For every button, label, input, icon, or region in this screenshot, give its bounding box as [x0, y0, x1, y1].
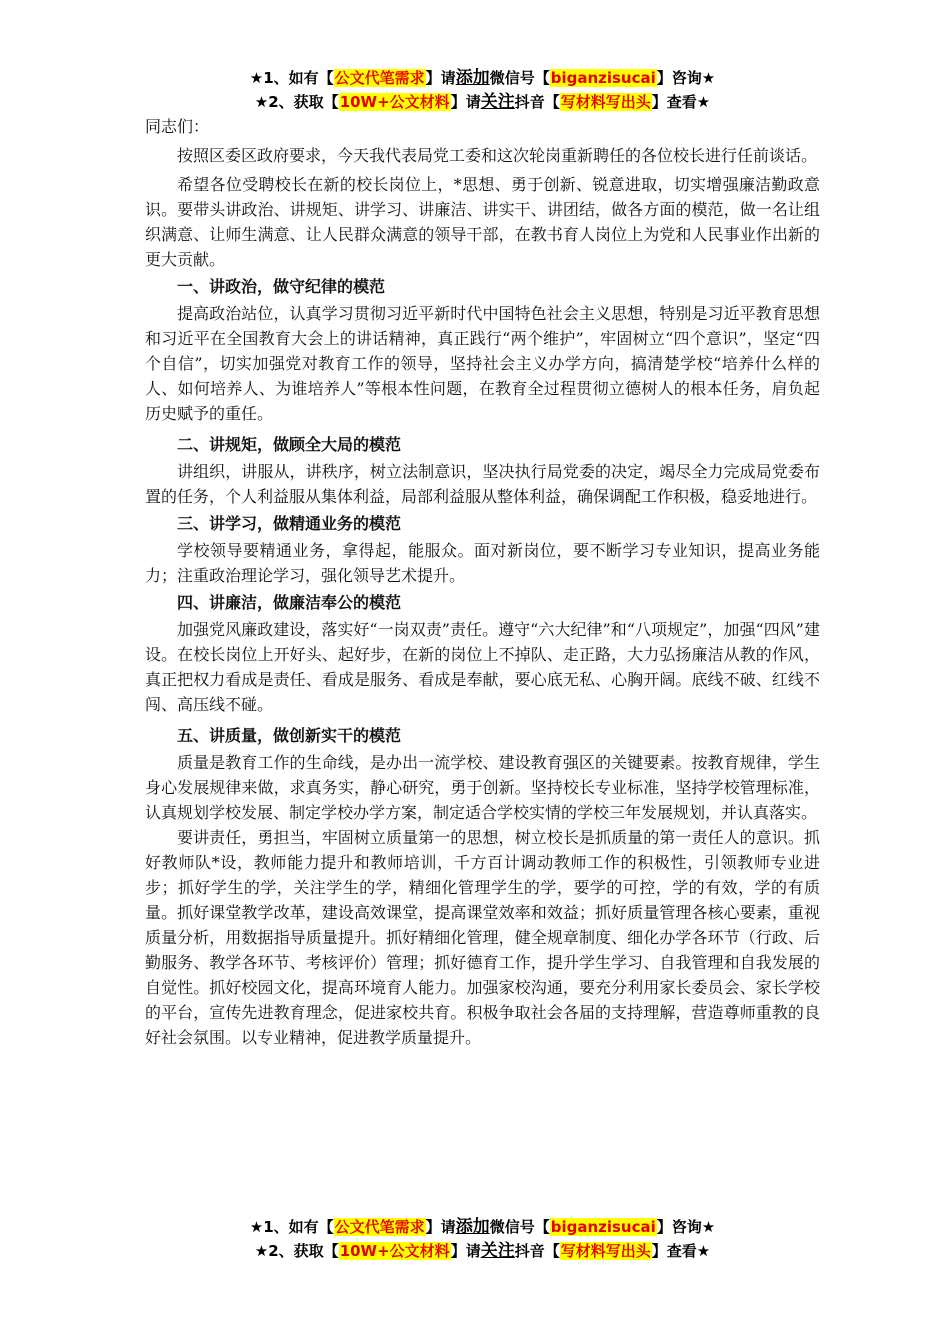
body-paragraph: 质量是教育工作的生命线，是办出一流学校、建设教育强区的关键要素。按教育规律，学生身心发展规律来做，求真务实，静心研究，勇于创新。坚持校长专业标准，坚持学校管理标准，认真规划学校发展、制定学校办学方案，制定适合学校实情的学校三年发展规划，并认真落实。: [145, 753, 820, 822]
promo-highlight: 10W+公文材料: [339, 93, 450, 111]
promo-text: ★1、如有【: [249, 1218, 334, 1236]
promo-line-1: [145, 1215, 820, 1239]
promo-douyin-id: 写材料写出头: [560, 1242, 651, 1260]
promo-line-1: [145, 66, 820, 90]
promo-underline: 添加: [455, 68, 490, 88]
body-paragraph: 要讲责任，勇担当，牢固树立质量第一的思想，树立校长是抓质量的第一责任人的意识。抓好教师队*设，教师能力提升和教师培训，千方百计调动教师工作的积极性，引领教师专业进步；抓好学生的学，关注学生的学，精细化管理学生的学，要学的可控，学的有效，学的有质量。抓好课堂教学改革，建设高效课堂，提高课堂效率和效益；抓好质量管理各核心要素，重视质量分析，用数据指导质量提升。抓好精细化管理，健全规章制度、细化办学各环节（行政、后勤服务、教学各环节、考核评价）管理；抓好德育工作，提升学生学习、自我管理和自我发展的自觉性。抓好校园文化，提高环境育人能力。加强家校沟通，要充分利用家长委员会、家长学校的平台，宣传先进教育理念，促进家校共育。积极争取社会各届的支持理解，营造尊师重教的良好社会氛围。以专业精神，促进教学质量提升。: [145, 828, 820, 1047]
promo-banner-bottom: [145, 1215, 820, 1263]
body-paragraph: 学校领导要精通业务，拿得起，能服众。面对新岗位，要不断学习专业知识，提高业务能力；注重政治理论学习，强化领导艺术提升。: [145, 541, 820, 585]
promo-line-2: [145, 1239, 820, 1263]
promo-text: 】请: [450, 1242, 481, 1260]
promo-underline: 关注: [480, 1241, 515, 1261]
promo-highlight: 公文代笔需求: [334, 69, 425, 87]
promo-text: ★2、获取【: [254, 93, 339, 111]
promo-wechat-id: biganzisucai: [550, 69, 656, 87]
promo-text: 抖音【: [514, 1242, 560, 1260]
promo-banner-top: [145, 66, 820, 114]
promo-highlight: 10W+公文材料: [339, 1242, 450, 1260]
section-heading: 三、讲学习，做精通业务的模范: [177, 514, 402, 533]
promo-text: 微信号【: [489, 69, 550, 87]
body-paragraph: 提高政治站位，认真学习贯彻习近平新时代中国特色社会主义思想，特别是习近平教育思想和习近平在全国教育大会上的讲话精神，真正践行“两个维护”，牢固树立“四个意识”，坚定“四个自信”，切实加强党对教育工作的领导，坚持社会主义办学方向，搞清楚学校“培养什么样的人、如何培养人、为谁培养人”等根本性问题，在教育全过程贯彻立德树人的根本任务，肩负起历史赋予的重任。: [145, 304, 820, 423]
promo-text: ★1、如有【: [249, 69, 334, 87]
section-heading: 四、讲廉洁，做廉洁奉公的模范: [177, 593, 402, 612]
intro-paragraph: 希望各位受聘校长在新的校长岗位上，*思想、勇于创新、锐意进取，切实增强廉洁勤政意识。要带头讲政治、讲规矩、讲学习、讲廉洁、讲实干、讲团结，做各方面的模范，做一名让组织满意、让师生满意、让人民群众满意的领导干部，在教书育人岗位上为党和人民事业作出新的更大贡献。: [145, 175, 820, 269]
promo-text: 】查看★: [651, 1242, 711, 1260]
promo-douyin-id: 写材料写出头: [560, 93, 651, 111]
promo-text: 抖音【: [514, 93, 560, 111]
promo-text: 】请: [450, 93, 481, 111]
promo-text: 微信号【: [489, 1218, 550, 1236]
section-heading: 二、讲规矩，做顾全大局的模范: [177, 435, 402, 454]
section-heading: 五、讲质量，做创新实干的模范: [177, 726, 402, 745]
promo-text: 】咨询★: [656, 69, 716, 87]
intro-paragraph: 按照区委区政府要求，今天我代表局党工委和这次轮岗重新聘任的各位校长进行任前谈话。: [177, 146, 818, 165]
promo-text: ★2、获取【: [254, 1242, 339, 1260]
promo-underline: 关注: [480, 92, 515, 112]
promo-line-2: [145, 90, 820, 114]
promo-text: 】查看★: [651, 93, 711, 111]
section-heading: 一、讲政治，做守纪律的模范: [177, 277, 386, 296]
body-paragraph: 讲组织，讲服从，讲秩序，树立法制意识，坚决执行局党委的决定，竭尽全力完成局党委布置的任务，个人利益服从集体利益，局部利益服从整体利益，确保调配工作积极，稳妥地进行。: [145, 462, 820, 506]
promo-underline: 添加: [455, 1217, 490, 1237]
promo-wechat-id: biganzisucai: [550, 1218, 656, 1236]
promo-highlight: 公文代笔需求: [334, 1218, 425, 1236]
promo-text: 】咨询★: [656, 1218, 716, 1236]
promo-text: 】请: [425, 69, 456, 87]
promo-text: 】请: [425, 1218, 456, 1236]
document-page: [145, 66, 820, 1050]
salutation: 同志们：: [145, 117, 210, 136]
body-paragraph: 加强党风廉政建设，落实好“一岗双责”责任。遵守“六大纪律”和“八项规定”，加强“四风”建设。在校长岗位上开好头、起好步，在新的岗位上不掉队、走正路，大力弘扬廉洁从教的作风，真正把权力看成是责任、看成是服务、看成是奉献，要心底无私、心胸开阔。底线不破、红线不闯、高压线不碰。: [145, 620, 820, 714]
